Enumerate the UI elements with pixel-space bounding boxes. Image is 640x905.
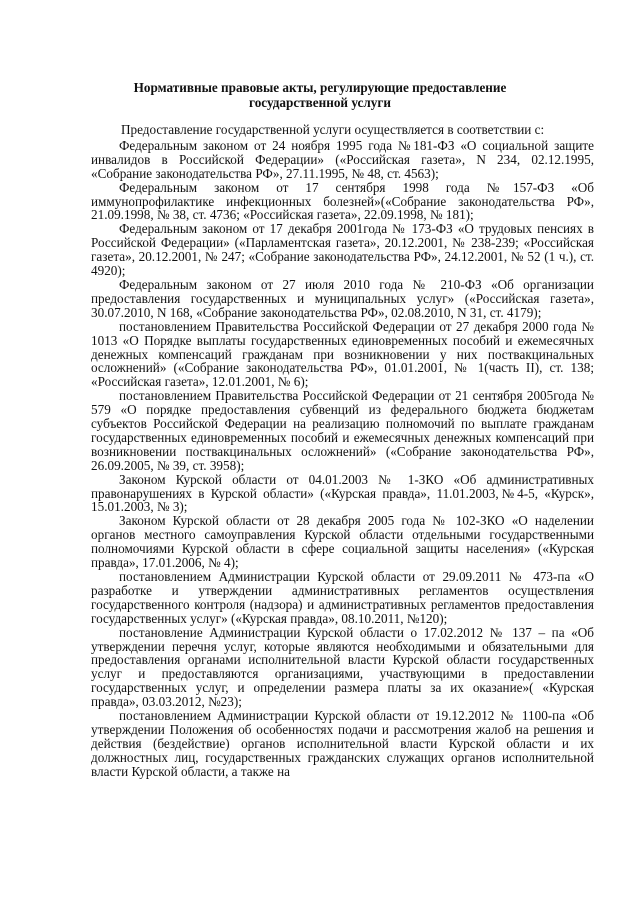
law-paragraph-6: постановлением Правительства Российской Федерации от 21 сентября 2005года № 579 «О порядке предоставления субвенций из федерального бюджета бюджетам субъектов Российской Федерации на реализацию полномочий по выплате гражданам государственных единовременных пособий и ежемесячных денежных компенсаций при возникновении поствакцинальных осложнений» («Собрание законодательства РФ», 26.09.2005, № 39, ст. 3958);: [91, 388, 594, 473]
law-paragraph-4: Федеральным законом от 27 июля 2010 года № 210-ФЗ «Об организации предоставления государственных и муниципальных услуг» («Российская газета», 30.07.2010, N 168, «Собрание законодательства РФ», 02.08.2010, N 31, ст. 4179);: [91, 276, 594, 320]
law-paragraph-1: Федеральным законом от 24 ноября 1995 года №181-ФЗ «О социальной защите инвалидов в Российской Федерации» («Российская газета», N 234, 02.12.1995, «Собрание законодательства РФ», 27.11.1995, № 48, ст. 4563);: [91, 137, 594, 181]
document-title: Нормативные правовые акты, регулирующие предоставление государственной услуги: [133, 80, 507, 110]
law-paragraph-2: Федеральным законом от 17 сентября 1998 года №157-ФЗ «Об иммунопрофилактике инфекционных болезней»(«Собрание законодательства РФ», 21.09.1998, № 38, ст. 4736; «Российская газета», 22.09.1998, № 181);: [91, 179, 594, 223]
law-paragraph-3: Федеральным законом от 17 декабря 2001года № 173-ФЗ «О трудовых пенсиях в Российской Федерации» («Парламентская газета», 20.12.2001, № 238-239; «Российская газета», 20.12.2001, № 247; «Собрание законодательства РФ», 24.12.2001, № 52 (1 ч.), ст. 4920);: [91, 221, 594, 279]
document-body: [91, 123, 594, 779]
law-paragraph-8: Законом Курской области от 28 декабря 2005 года № 102-ЗКО «О наделении органов местного самоуправления Курской области отдельными государственными полномочиями Курской области в сфере социальной защиты населения» («Курская правда», 17.01.2006, № 4);: [91, 513, 594, 571]
law-paragraph-7: Законом Курской области от 04.01.2003 № 1-ЗКО «Об административных правонарушениях в Курской области» («Курская правда», 11.01.2003,№4-5, «Курск», 15.01.2003, № 3);: [91, 471, 594, 515]
intro-paragraph: Предоставление государственной услуги осуществляется в соответствии с:: [121, 122, 545, 137]
law-paragraph-11: постановлением Администрации Курской области от 19.12.2012 № 1100-па «Об утверждении Положения об особенностях подачи и рассмотрения жалоб на решения и действия (бездействие) органов исполнительной власти Курской области и их должностных лиц, государственных гражданских служащих органов исполнительной власти Курской области, а также на: [91, 708, 594, 779]
law-paragraph-5: постановлением Правительства Российской Федерации от 27 декабря 2000 года № 1013 «О Порядке выплаты государственных единовременных пособий и ежемесячных денежных компенсаций гражданам при возникновении у них поствакцинальных осложнений» («Собрание законодательства РФ», 01.01.2001, № 1(часть II), ст. 138; «Российская газета», 12.01.2001, № 6);: [91, 318, 594, 390]
law-paragraph-10: постановление Администрации Курской области о 17.02.2012 № 137 – па «Об утверждении перечня услуг, которые являются необходимыми и обязательными для предоставления органами исполнительной власти Курской области государственных услуг и предоставляются организациями, участвующими в предоставлении государственных услуг, и определении размера платы за их оказание»( «Курская правда», 03.03.2012, №23);: [91, 624, 594, 710]
law-paragraph-9: постановлением Администрации Курской области от 29.09.2011 № 473-па «О разработке и утверждении административных регламентов осуществления государственного контроля (надзора) и административных регламентов предоставления государственных услуг» («Курская правда», 08.10.2011, №120);: [91, 569, 594, 626]
